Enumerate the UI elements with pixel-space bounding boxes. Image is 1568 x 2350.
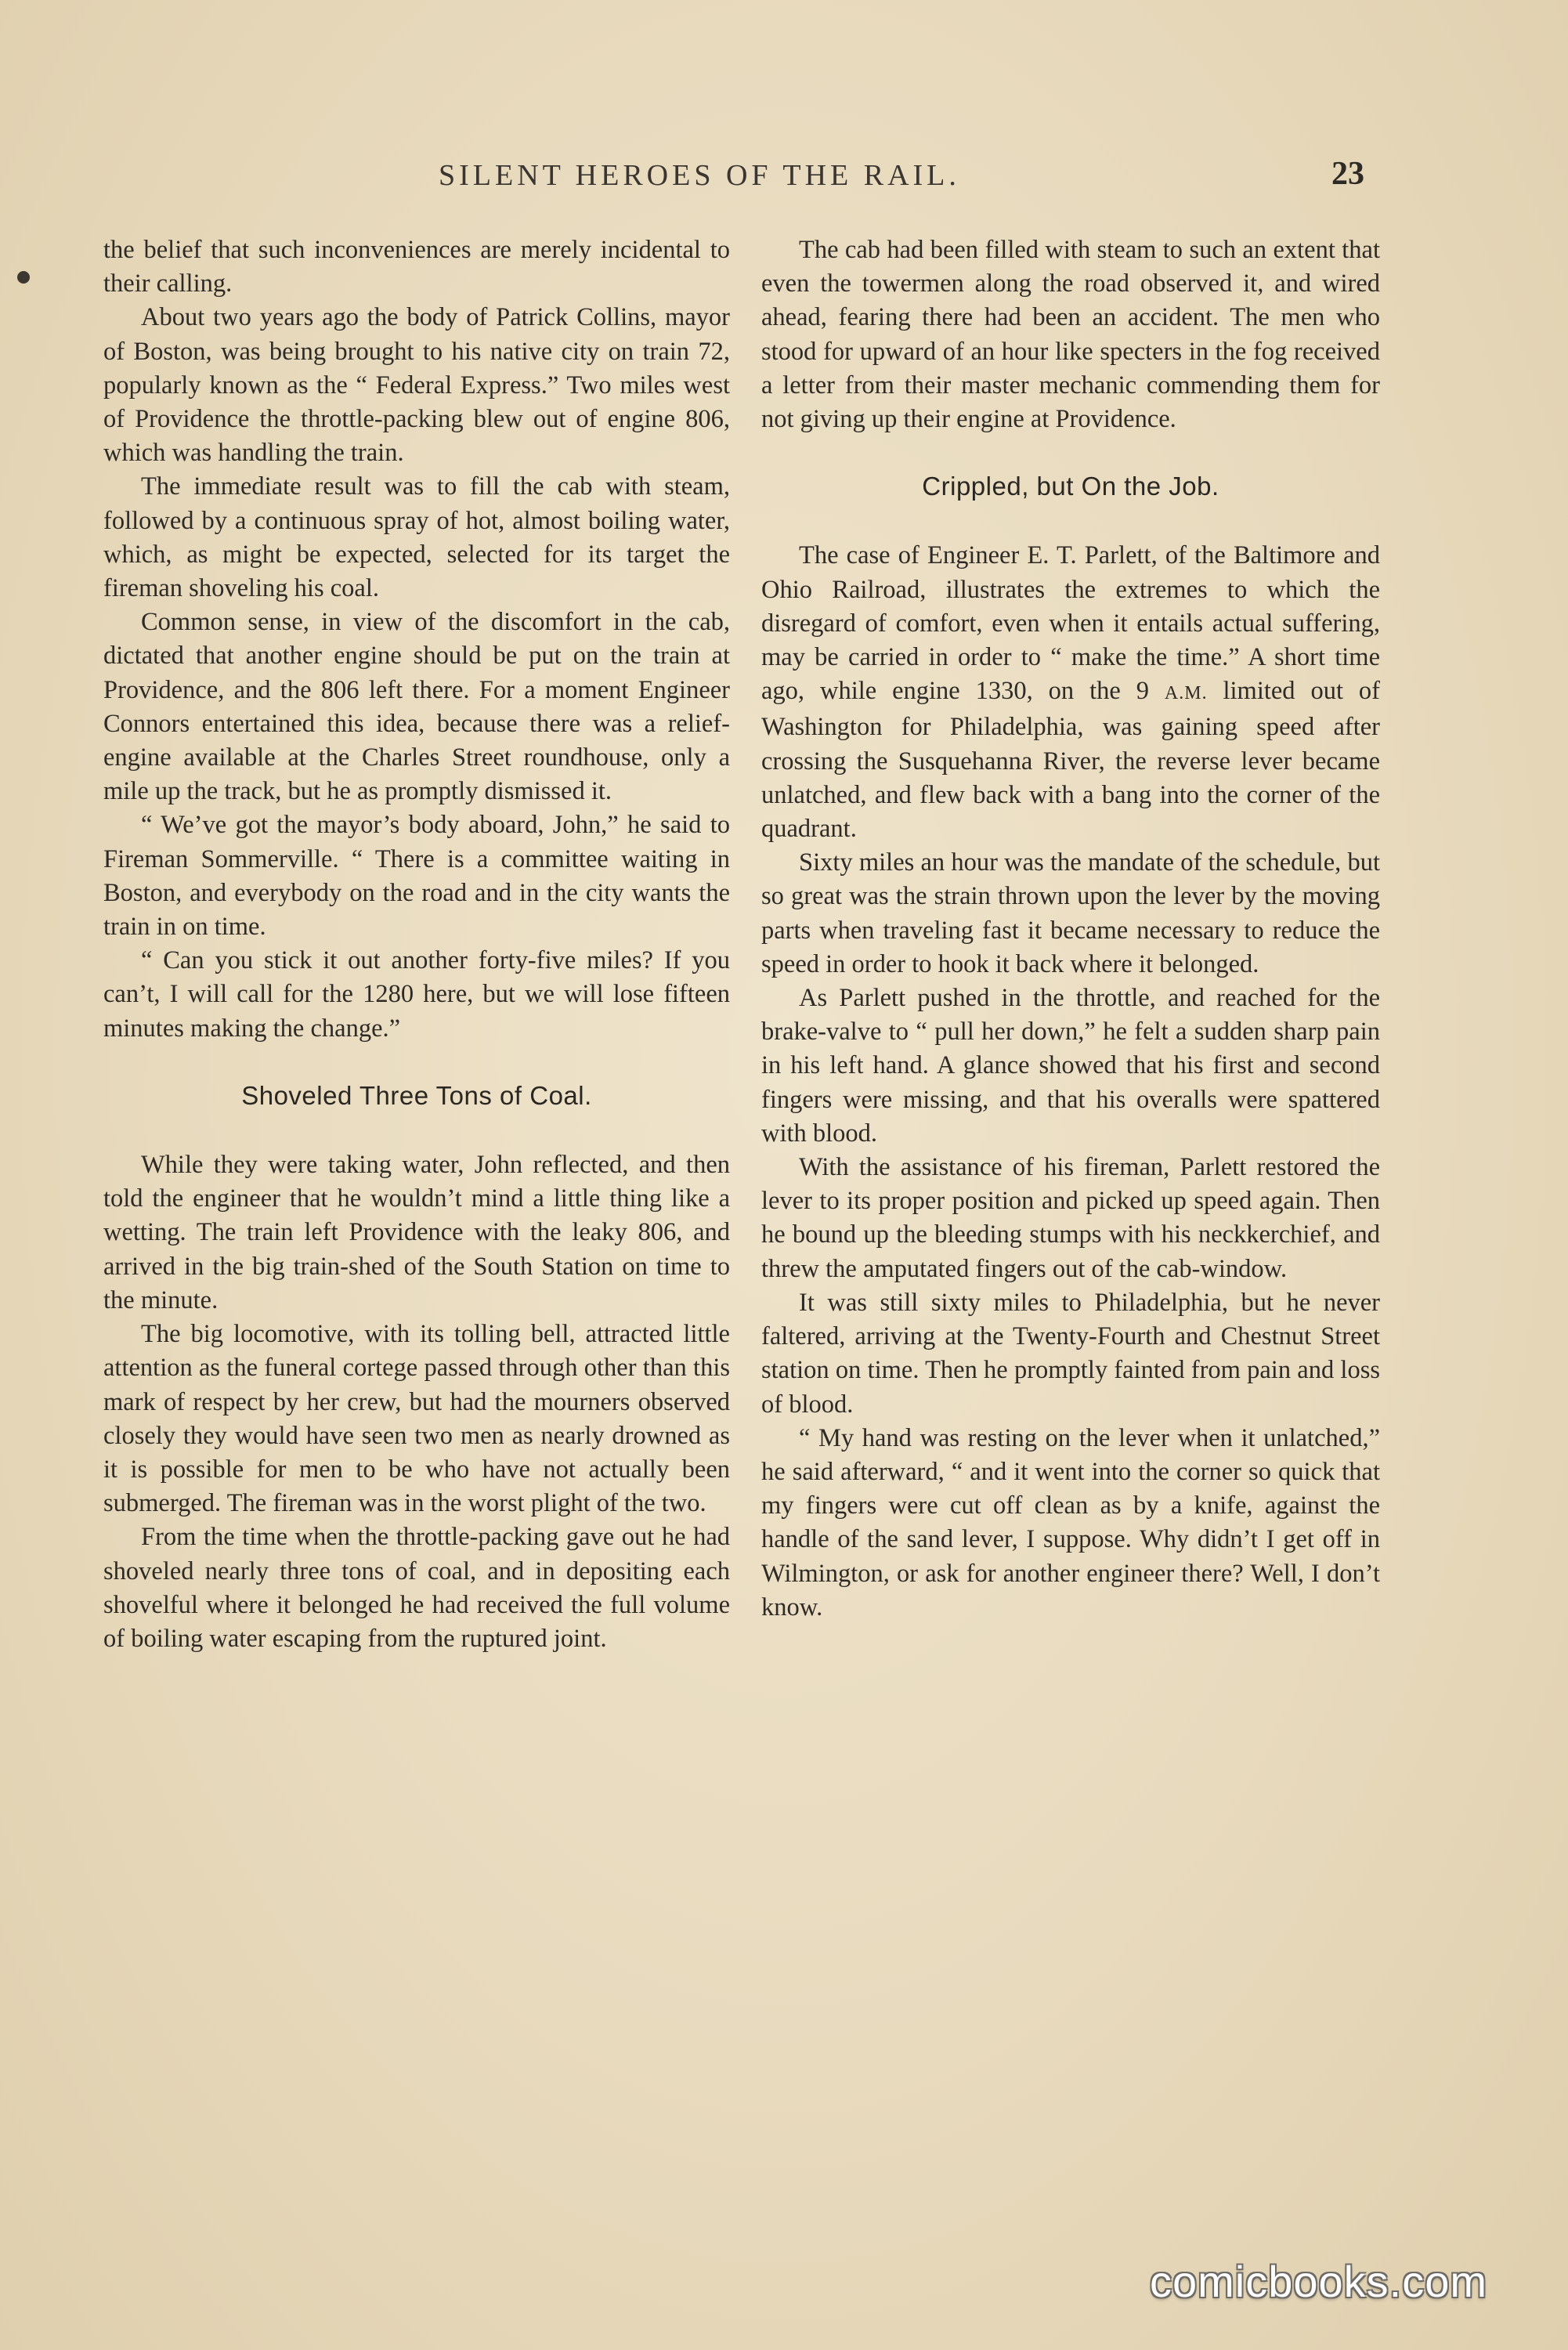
paragraph: The cab had been filled with steam to such an extent that even the towermen along the road observed it, and wired ahead, fearing there had been an accident. The men who stood for upward of an hour like specters in the fog received a letter from their master mechanic commending them for not giving up their engine at Providence. [761, 236, 1380, 434]
paragraph: Common sense, in view of the discomfort in the cab, dictated that another engine should be put on the train at Providence, and the 806 left there. For a moment Engineer Connors entertained this idea, because there was a relief-engine available at the Charles Street roundhouse, only a mile up the track, but he as promptly dismissed it. [103, 608, 730, 806]
paragraph: “ We’ve got the mayor’s body aboard, John,” he said to Fireman Sommerville. “ There is a committee waiting in Boston, and everybody on the road and in the city wants the train in on time. [103, 811, 730, 942]
section-heading: Shoveled Three Tons of Coal. [241, 1080, 592, 1110]
paragraph: While they were taking water, John reflected, and then told the engineer that he wouldn’t mind a little thing like a wetting. The train left Providence with the leaky 806, and arrived in the big train-shed of the South Station on time to the minute. [103, 1151, 730, 1314]
paragraph: the belief that such inconveniences are merely incidental to their calling. [103, 236, 730, 298]
paragraph: “ Can you stick it out another forty-five miles? If you can’t, I will call for the 1280 here, but we will lose fifteen minutes making the change.” [103, 946, 730, 1043]
binding-hole [17, 271, 30, 284]
watermark-logo: comicbooks.com [1150, 2257, 1488, 2306]
paragraph: With the assistance of his fireman, Parlett restored the lever to its proper position and picked up speed again. Then he bound up the bleeding stumps with his neckkerchief, and threw the amputated fingers out of the cab-window. [761, 1153, 1380, 1283]
paragraph: Sixty miles an hour was the mandate of the schedule, but so great was the strain thrown upon the lever by the moving parts when traveling fast it became necessary to reduce the speed in order to hook it back where it belonged. [761, 848, 1380, 978]
paragraph: The immediate result was to fill the cab with steam, followed by a continuous spray of hot, almost boiling water, which, as might be expected, selected for its target the fireman shoveling his coal. [103, 472, 730, 603]
paragraph: The big locomotive, with its tolling bell, attracted little attention as the funeral cortege passed through other than this mark of respect by her crew, but had the mourners observed closely they would have seen two men as nearly drowned as it is possible for men to be who have not actually been submerged. The fireman was in the worst plight of the two. [103, 1320, 730, 1518]
paragraph [761, 539, 1380, 846]
right-column [761, 233, 1380, 1625]
left-column [103, 233, 730, 1656]
paragraph-text: The case of Engineer E. T. Parlett, of the Baltimore and Ohio Railroad, illustrates the extremes to which the disregard of comfort, even when it entails actual suffering, may be carried in order to “ make the time.” A short time ago, while engine 1330, on the 9 [761, 541, 1380, 706]
page-header [0, 158, 1568, 205]
paragraph: “ My hand was resting on the lever when it unlatched,” he said afterward, “ and it went into the corner so quick that my fingers were cut off clean as by a knife, against the handle of the sand lever, I suppose. Why didn’t I get off in Wilmington, or ask for another engineer there? Well, I don’t know. [761, 1423, 1380, 1622]
paragraph: It was still sixty miles to Philadelphia, but he never faltered, arriving at the Twenty-Fourth and Chestnut Street station on time. Then he promptly fainted from pain and loss of blood. [761, 1288, 1380, 1419]
paragraph: About two years ago the body of Patrick Collins, mayor of Boston, was being brought to his native city on train 72, popularly known as the “ Federal Express.” Two miles west of Providence the throttle-packing blew out of engine 806, which was handling the train. [103, 303, 730, 468]
time-abbreviation: A.M. [1164, 683, 1208, 704]
section-heading: Crippled, but On the Job. [922, 472, 1219, 501]
paragraph-text: limited out of Washington for Philadelphia, was gaining speed after crossing the Susquehanna River, the reverse lever became unlatched, and flew back with a bang into the corner of the quadrant. [761, 677, 1380, 844]
running-title: SILENT HEROES OF THE RAIL. [439, 159, 960, 192]
page-number: 23 [1331, 156, 1364, 192]
paragraph: As Parlett pushed in the throttle, and reached for the brake-valve to “ pull her down,” he felt a sudden sharp pain in his left hand. A glance showed that his first and second fingers were missing, and that his overalls were spattered with blood. [761, 984, 1380, 1148]
paragraph: From the time when the throttle-packing gave out he had shoveled nearly three tons of coal, and in depositing each shovelful where it belonged he had received the full volume of boiling water escaping from the ruptured joint. [103, 1523, 730, 1653]
